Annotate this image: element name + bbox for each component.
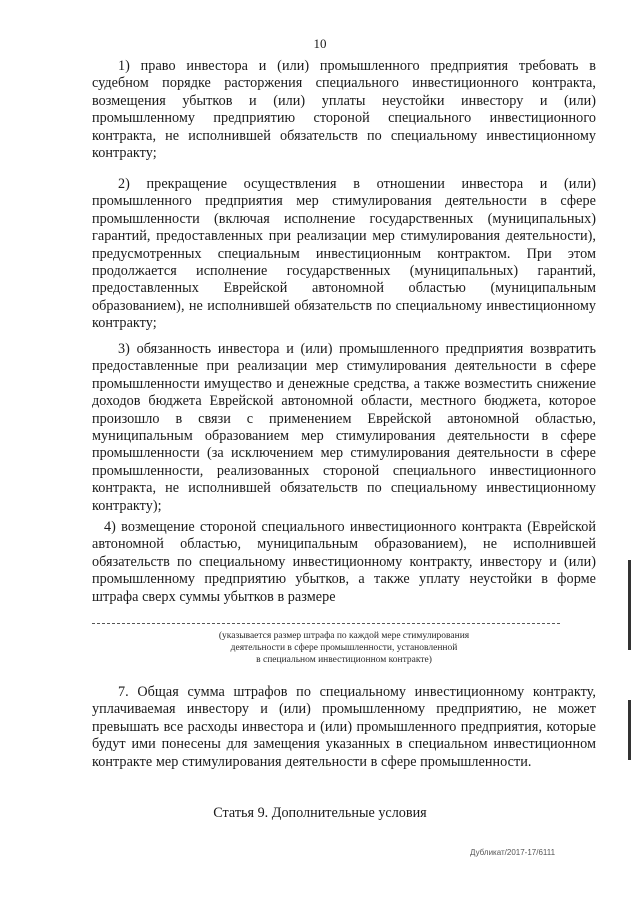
clause-3-paragraph: 3) обязанность инвестора и (или) промышленного предприятия возвратить предоставленные при реализации мер стимулирования деятельности в сфере промышленности имущество и денежные средства, а также возместить снижение доходов бюджета Еврейской автономной области, местного бюджета, которое произошло в связи с применением Еврейской автономной областью, муниципальным образованием мер стимулирования деятельности в сфере промышленности (за исключением мер стимулирования деятельности в сфере промышленности, реализованных стороной специального инвестиционного контракта, не исполнившей обязательств по специальному инвестиционному контракту); (92, 341, 596, 514)
footnote-line: (указывается размер штрафа по каждой мере стимулирования (218, 631, 470, 641)
footnote-line: деятельности в сфере промышленности, установленной (230, 643, 458, 653)
footnote (92, 630, 596, 666)
clause-4-paragraph: 4) возмещение стороной специального инвестиционного контракта (Еврейской автономной областью, муниципальным образованием), не исполнившей обязательств по специальному инвестиционному контракту, инвестору и (или) промышленному предприятию убытков, а также уплату неустойки в форме штрафа сверх суммы убытков в размере (92, 519, 596, 605)
scan-edge-mark (628, 560, 631, 650)
document-id: Дубликат/2017-17/6111 (470, 848, 556, 857)
clause-1-paragraph: 1) право инвестора и (или) промышленного предприятия требовать в судебном порядке расторжения специального инвестиционного контракта, возмещения убытков и (или) уплаты неустойки инвестору и (или) промышленному предприятию стороной специального инвестиционного контракта, не исполнившей обязательств по специальному инвестиционному контракту; (92, 58, 596, 162)
scan-edge-mark (628, 700, 631, 760)
article-title: Статья 9. Дополнительные условия (213, 805, 427, 821)
page-number: 10 (313, 36, 327, 51)
clause-2-paragraph: 2) прекращение осуществления в отношении инвестора и (или) промышленного предприятия мер стимулирования деятельности в сфере промышленности (включая исполнение государственных (муниципальных) гарантий, предоставленных при реализации мер стимулирования деятельности), предусмотренных специальным инвестиционным контрактом. При этом продолжается исполнение государственных (муниципальных) гарантий, предоставленных Еврейской автономной областью (муниципальным образованием), не исполнившей обязательств по специальному инвестиционному контракту; (92, 176, 596, 332)
fill-in-blank-line (92, 623, 560, 624)
clause-7-paragraph: 7. Общая сумма штрафов по специальному инвестиционному контракту, уплачиваемая инвестору и (или) промышленному предприятию, не может превышать все расходы инвестора и (или) промышленного предприятия, которые будут ими понесены для замещения указанных в специальном инвестиционном контракте мер стимулирования деятельности в сфере промышленности. (92, 684, 596, 770)
footnote-line: в специальном инвестиционном контракте) (256, 655, 432, 665)
